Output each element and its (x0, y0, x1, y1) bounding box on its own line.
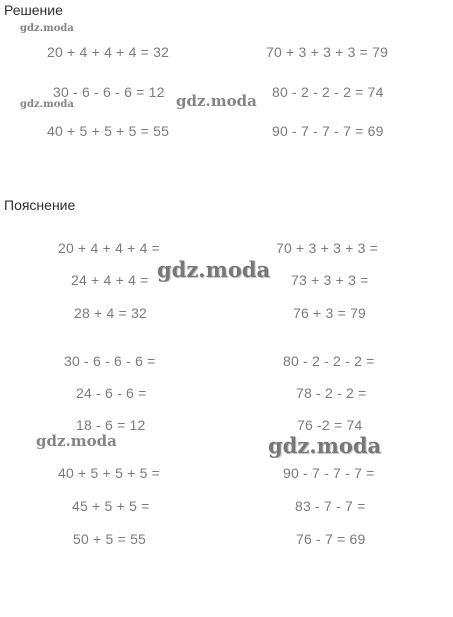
explanation-step: 28 + 4 = 32 (74, 305, 148, 321)
explanation-step: 24 + 4 + 4 = (71, 272, 149, 288)
explanation-heading: Пояснение (4, 197, 76, 213)
solution-expression: 20 + 4 + 4 + 4 = 32 (47, 44, 170, 60)
explanation-step: 24 - 6 - 6 = (76, 385, 147, 401)
explanation-step: 80 - 2 - 2 - 2 = (283, 353, 375, 369)
explanation-step: 45 + 5 + 5 = (72, 498, 150, 514)
watermark: gdz.moda (176, 92, 257, 110)
explanation-step: 78 - 2 - 2 = (296, 385, 367, 401)
watermark: gdz.moda (20, 23, 74, 34)
explanation-step: 30 - 6 - 6 - 6 = (64, 353, 156, 369)
explanation-step: 18 - 6 = 12 (76, 417, 146, 433)
watermark: gdz.moda (268, 433, 382, 458)
explanation-step: 76 -2 = 74 (297, 417, 363, 433)
watermark: gdz.moda (36, 432, 117, 450)
solution-expression: 90 - 7 - 7 - 7 = 69 (272, 123, 384, 139)
explanation-step: 50 + 5 = 55 (73, 531, 147, 547)
solution-heading: Решение (4, 2, 63, 18)
explanation-step: 90 - 7 - 7 - 7 = (283, 465, 375, 481)
explanation-step: 76 - 7 = 69 (296, 531, 366, 547)
solution-expression: 70 + 3 + 3 + 3 = 79 (266, 44, 389, 60)
explanation-step: 20 + 4 + 4 + 4 = (58, 240, 161, 256)
solution-expression: 40 + 5 + 5 + 5 = 55 (47, 123, 170, 139)
solution-expression: 30 - 6 - 6 - 6 = 12 (53, 84, 165, 100)
explanation-step: 83 - 7 - 7 = (295, 498, 366, 514)
watermark: gdz.moda (157, 257, 271, 282)
solution-expression: 80 - 2 - 2 - 2 = 74 (272, 84, 384, 100)
explanation-step: 73 + 3 + 3 = (291, 272, 369, 288)
explanation-step: 76 + 3 = 79 (293, 305, 367, 321)
explanation-step: 70 + 3 + 3 + 3 = (276, 240, 379, 256)
explanation-step: 40 + 5 + 5 + 5 = (58, 465, 161, 481)
watermark: gdz.moda (20, 99, 74, 110)
